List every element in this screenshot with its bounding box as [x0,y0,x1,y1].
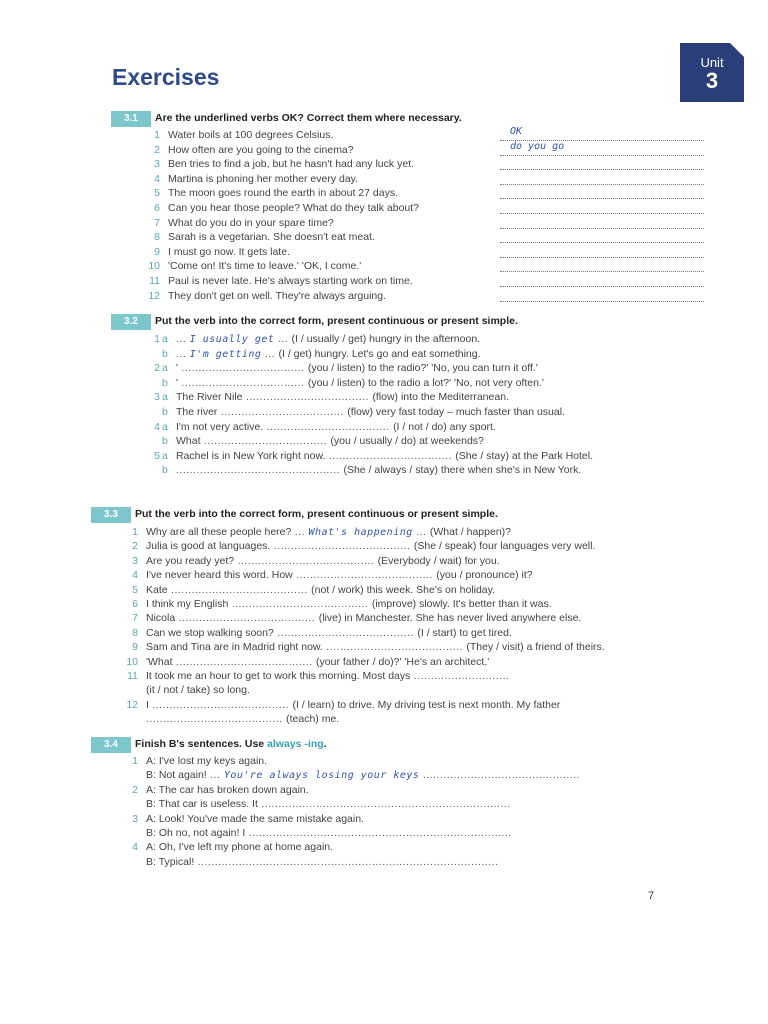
handwritten-answer: I usually get [189,334,275,345]
answer-gap[interactable]: ........................................ [148,698,293,711]
answer-gap[interactable]: ... I usually get ... [176,333,292,345]
answer-gap[interactable]: .................................... [263,420,394,433]
dialogue-text: That car is useless. It [158,798,258,811]
item-number: 11 [149,275,160,287]
text-after-gap: (you / listen) to the radio a lot?' 'No, not very often.' [307,376,544,389]
text-before-gap: I [146,698,149,711]
handwritten-answer: What's happening [308,527,413,538]
text-before-gap: Are you ready yet? [146,554,235,567]
answer-gap[interactable]: ........................................ [146,713,287,726]
answer-gap[interactable]: .................................... [242,391,373,404]
handwritten-answer: OK [510,126,523,137]
item-text: Paul is never late. He's always starting work on time. [168,275,413,287]
unit-number: 3 [705,68,719,93]
answer-field[interactable] [500,245,704,258]
item-text [146,812,364,826]
answer-gap[interactable]: ........................................ [167,583,312,596]
item-number: 6 [154,202,160,214]
item-letter: b [162,464,168,477]
answer-field[interactable] [500,201,704,214]
text-after-gap: (your father / do)?' 'He's an architect.' [316,655,490,668]
text-before-gap: (it / not / take) so long. [146,684,250,697]
text-before-gap: Can we stop walking soon? [146,626,274,639]
item-text [176,463,581,477]
speaker-label: A: [146,841,156,854]
answer-field[interactable] [500,140,704,156]
item-text [146,539,595,553]
item-text [176,376,544,390]
item-text [146,554,500,568]
item-number: 10 [126,655,138,668]
item-text [146,655,489,669]
text-after-gap: (Everybody / wait) for you. [377,554,500,567]
text-before-gap: I think my English [146,598,229,610]
item-number: 2 [132,783,138,796]
text-after-gap: (I / not / do) any sport. [393,420,496,433]
item-number: 3 [154,158,160,171]
answer-gap[interactable]: ........................................ [322,641,467,654]
answer-gap[interactable]: ........................................ [234,554,378,567]
dialogue-text: Oh, I've left my phone at home again. [158,841,334,854]
text-after-gap: (I / usually / get) hungry in the afternoon. [291,333,481,345]
item-number: 4 [154,172,160,185]
exercise-instruction: Put the verb into the correct form, present continuous or present simple. [135,508,498,520]
item-number: 8 [132,626,138,639]
text-after-gap: (She / speak) four languages very well. [413,540,596,553]
answer-gap[interactable]: ........................................ [175,612,319,625]
text-after-gap: (flow) very fast today – much faster than usual. [347,406,565,418]
dialogue-text: I've lost my keys again. [158,755,268,767]
answer-gap[interactable]: .................................... [200,435,331,448]
dialogue-text: The car has broken down again. [158,783,309,796]
text-before-gap: Why are all these people here? [146,526,292,538]
item-text [176,405,565,419]
handwritten-answer: You're always losing your keys [223,770,420,782]
handwritten-answer: I'm getting [189,348,262,360]
text-before-gap: Julia is good at languages. [146,540,271,553]
answer-gap[interactable]: ........................................................................................ [194,855,499,868]
text-before-gap: Sam and Tina are in Madrid right now. [146,641,323,654]
item-number: 2 [154,362,160,375]
exercise-number: 3.3 [91,507,131,523]
item-number: 7 [154,216,160,229]
text-after-gap: (I / start) to get tired. [417,626,512,639]
item-number: 4 [132,569,138,582]
answer-field[interactable] [500,289,704,302]
item-text [146,568,533,582]
item-letter: b [162,376,168,389]
text-after-gap: (What / happen)? [429,526,511,538]
answer-field[interactable] [500,128,704,141]
item-text [146,826,512,840]
dialogue-text: Not again! [158,769,207,782]
text-before-gap: I'm not very active. [176,420,264,433]
dialogue-text: Typical! [158,855,195,868]
exercise-instruction [135,738,327,750]
item-number: 6 [132,598,138,610]
text-after-gap: (not / work) this week. She's on holiday. [311,583,496,596]
item-number: 9 [132,641,138,654]
item-letter: a [162,449,168,462]
item-number: 3 [154,391,160,404]
text-after-gap: (She / always / stay) there when she's in New York. [343,464,582,477]
item-text [146,626,512,640]
item-number: 4 [154,420,160,433]
item-number: 2 [154,143,160,156]
text-before-gap: 'What [146,655,173,668]
answer-gap[interactable]: .................................... [217,406,348,418]
item-letter: a [162,420,168,433]
answer-field[interactable] [500,172,704,185]
answer-field[interactable] [500,157,704,170]
answer-gap[interactable]: ........................................ [292,569,437,582]
answer-field[interactable] [500,274,704,287]
page-title: Exercises [112,64,220,90]
answer-gap[interactable]: .................................... [178,362,308,375]
item-text: How often are you going to the cinema? [168,143,354,156]
item-number: 1 [132,755,138,767]
answer-field[interactable] [500,259,704,272]
item-letter: b [162,347,168,360]
item-text [146,855,498,869]
text-after-gap: (live) in Manchester. She has never lived anywhere else. [318,612,582,625]
item-text [146,525,511,540]
text-after-gap: (you / pronounce) it? [436,569,533,582]
item-text [176,420,496,434]
text-after-gap: (flow) into the Mediterranean. [372,391,509,404]
item-text [146,698,560,712]
exercise-number: 3.2 [111,314,151,330]
item-number: 1 [154,333,160,345]
item-number: 9 [154,245,160,258]
item-number: 11 [127,670,138,682]
item-text: Can you hear those people? What do they talk about? [168,202,420,214]
item-letter: a [162,391,168,404]
item-number: 1 [154,129,160,141]
item-text: I must go now. It gets late. [168,245,290,258]
item-number: 12 [126,698,138,711]
text-before-gap: Rachel is in New York right now. [176,449,326,462]
item-text [146,583,495,597]
answer-gap[interactable]: ........................................ [273,626,418,639]
speaker-label: A: [146,783,156,796]
text-after-gap: (you / listen) to the radio?' 'No, you can turn it off.' [307,362,538,375]
item-number: 10 [148,260,160,273]
item-text [146,640,605,654]
text-after-gap: (I / get) hungry. Let's go and eat something. [278,347,481,360]
answer-gap[interactable]: ... What's happening ... [291,526,430,538]
item-text: They don't get on well. They're always arguing. [168,289,387,302]
text-before-gap: I've never heard this word. How [146,569,293,582]
text-before-gap: It took me an hour to get to work this morning. Most days [146,670,411,682]
dialogue-text: Oh no, not again! I [158,827,246,839]
item-text [176,449,593,463]
handwritten-answer: do you go [510,140,565,152]
item-text [146,840,333,854]
item-number: 3 [132,812,138,825]
text-after-gap: (teach) me. [286,713,340,726]
item-text: Water boils at 100 degrees Celsius. [168,129,334,141]
text-before-gap: What [176,435,201,448]
instruction-text: Finish B's sentences. Use [135,738,268,750]
text-after-gap: (I / learn) to drive. My driving test is next month. My father [292,698,561,711]
answer-gap[interactable]: ......................................................................... [257,798,511,811]
item-number: 7 [132,612,138,625]
unit-label: Unit [700,55,724,70]
answer-gap[interactable]: .................................... [178,376,308,389]
answer-field[interactable] [500,216,704,229]
answer-gap[interactable]: ... I'm getting ... [176,347,279,360]
item-text [176,361,538,375]
item-text [146,597,552,611]
item-text: 'Come on! It's time to leave.' 'OK, I come.' [168,260,362,273]
speaker-label: B: [146,855,156,868]
speaker-label: B: [146,798,156,811]
item-number: 5 [154,187,160,200]
answer-gap[interactable]: ............................ [410,670,510,682]
item-number: 5 [132,583,138,596]
item-text [176,347,481,362]
item-number: 12 [148,289,160,302]
item-number: 2 [132,540,138,553]
item-number: 5 [154,449,160,462]
item-text: Martina is phoning her mother every day. [168,172,359,185]
item-text: What do you do in your spare time? [168,216,334,229]
answer-gap[interactable]: ........................................ [270,540,414,553]
answer-gap[interactable]: ........................................ [228,598,372,610]
item-number: 3 [132,554,138,567]
text-after-gap: (She / stay) at the Park Hotel. [455,449,594,462]
speaker-label: B: [146,827,156,839]
item-text [146,797,511,811]
exercise-instruction: Put the verb into the correct form, present continuous or present simple. [155,315,518,327]
item-text [146,754,267,768]
answer-gap[interactable]: ... You're always losing your keys .............................................. [206,769,581,782]
answer-field[interactable] [500,230,704,243]
item-text [176,332,480,347]
item-number: 1 [132,526,138,538]
item-text: Ben tries to find a job, but he hasn't had any luck yet. [168,158,414,171]
item-text [176,390,509,404]
item-text [146,611,581,625]
text-after-gap: (improve) slowly. It's better than it was. [371,598,552,610]
answer-gap[interactable]: ............................................................................. [245,827,512,839]
speaker-label: B: [146,769,156,782]
text-after-gap: (you / usually / do) at weekends? [330,435,484,448]
instruction-emphasis: always -ing [267,738,324,750]
item-text [146,783,309,797]
unit-badge [680,43,744,102]
item-text [146,669,509,683]
item-letter: b [162,435,168,448]
text-before-gap: Kate [146,583,168,596]
item-letter: a [162,333,168,345]
item-text [146,683,250,697]
exercise-instruction: Are the underlined verbs OK? Correct them where necessary. [155,112,462,124]
speaker-label: A: [146,755,156,767]
item-letter: a [162,362,168,375]
item-letter: b [162,406,168,418]
page-number: 7 [648,890,655,902]
text-after-gap: (They / visit) a friend of theirs. [466,641,605,654]
text-before-gap: ' [176,376,179,389]
item-number: 4 [132,841,138,854]
item-text: The moon goes round the earth in about 27 days. [168,187,398,200]
text-before-gap: Nicola [146,612,176,625]
answer-field[interactable] [500,186,704,199]
item-text [146,768,580,783]
item-number: 8 [154,231,160,244]
text-before-gap: The River Nile [176,391,243,404]
item-text: Sarah is a vegetarian. She doesn't eat meat. [168,231,375,244]
dialogue-text: Look! You've made the same mistake again. [158,812,364,825]
answer-gap[interactable]: ........................................ [172,655,317,668]
item-text [146,712,339,726]
item-text [176,434,484,448]
instruction-text-end: . [323,738,327,750]
speaker-label: A: [146,812,156,825]
exercise-number: 3.4 [91,737,131,753]
answer-gap[interactable]: .................................... [325,449,456,462]
text-before-gap: The river [176,406,218,418]
answer-gap[interactable]: ................................................ [176,464,344,477]
exercise-number: 3.1 [111,111,151,127]
text-before-gap: ' [176,362,179,375]
